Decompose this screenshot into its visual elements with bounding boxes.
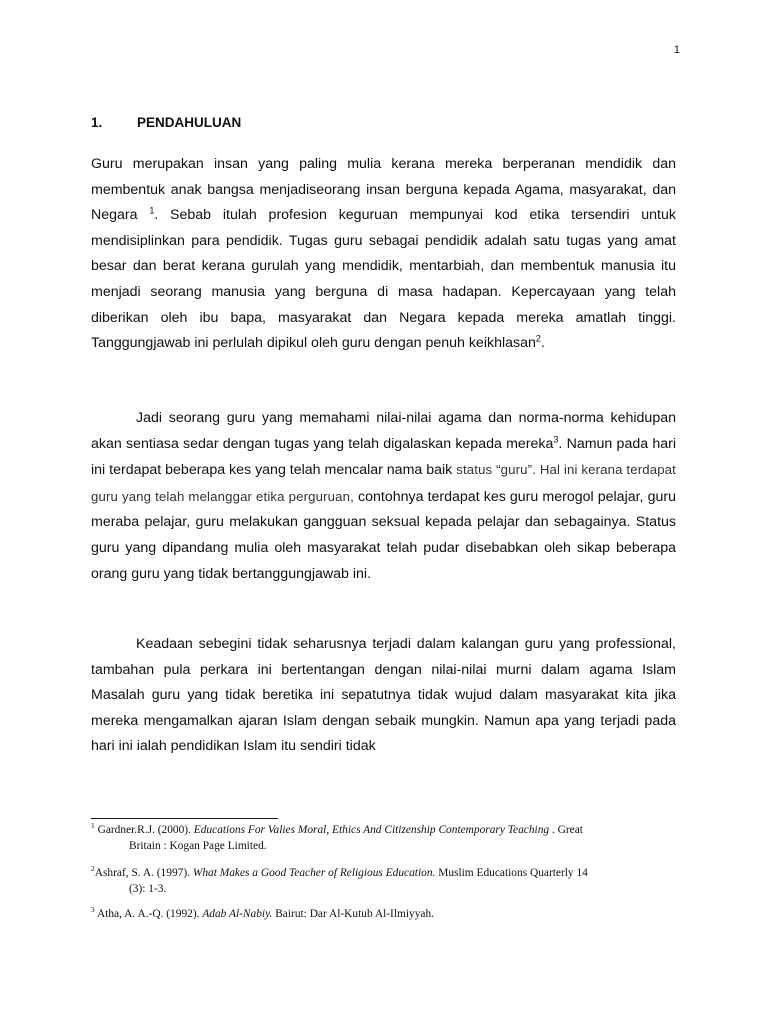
- footnote-2: [91, 866, 677, 897]
- footnote-1: [91, 823, 677, 854]
- paragraph-2: [91, 406, 676, 587]
- footnote-1-author: Gardner.R.J. (2000).: [94, 824, 194, 836]
- footnote-1-continuation: Britain : Kogan Page Limited.: [129, 839, 267, 852]
- footnote-3-number: 3: [91, 905, 95, 915]
- paragraph-1-text-a: Guru merupakan insan yang paling mulia kerana mereka berperanan mendidik dan membentuk anak bangsa menjadiseorang insan berguna kepada Agama, masyarakat, dan Negara: [91, 156, 676, 224]
- footnote-2-number: 2: [91, 864, 95, 874]
- footnote-2-continuation: (3): 1-3.: [129, 882, 167, 895]
- footnote-separator: [91, 818, 278, 819]
- paragraph-2-text-b: . Namun pada hari ini terdapat beberapa kes yang telah mencalar nama baik: [91, 435, 676, 479]
- footnote-3-rest: Bairut: Dar Al-Kutub Al-Ilmiyyah.: [272, 908, 435, 920]
- paragraph-2-text-c: contohnya terdapat kes guru merogol pelajar, guru meraba pelajar, guru melakukan gangguan seksual kepada pelajar dan sebagainya. Status guru yang dipandang mulia oleh masyarakat telah pudar disebabkan oleh sikap beberapa orang guru yang tidak bertanggungjawab ini.: [91, 488, 676, 582]
- footnote-3-title: Adab Al-Nabiy.: [202, 908, 273, 920]
- footnote-1-rest: . Great: [549, 824, 583, 836]
- paragraph-2-text-a: Jadi seorang guru yang memahami nilai-nilai agama dan norma-norma kehidupan akan sentiasa sedar dengan tugas yang telah digalaskan kepada mereka: [91, 410, 676, 452]
- paragraph-1: [91, 152, 676, 357]
- section-title: PENDAHULUAN: [137, 115, 242, 130]
- paragraph-1-text-b: . Sebab itulah profesion keguruan mempunyai kod etika tersendiri untuk mendisiplinkan para pendidik. Tugas guru sebagai pendidik adalah satu tugas yang amat besar dan berat kerana gurulah yang mendidik, mentarbiah, dan membentuk manusia itu menjadi seorang manusia yang berguna di masa hadapan. Kepercayaan yang telah diberikan oleh ibu bapa, masyarakat dan Negara kepada mereka amatlah tinggi. Tanggungjawab ini perlulah dipikul oleh guru dengan penuh keikhlasan: [91, 207, 676, 352]
- footnote-1-number: 1: [91, 821, 95, 831]
- page-number: 1: [673, 44, 680, 56]
- footnote-ref-1[interactable]: 1: [149, 205, 155, 216]
- paragraph-2-text-narrow: status “guru”. Hal ini kerana terdapat guru yang telah melanggar etika perguruan,: [91, 462, 676, 504]
- footnote-3-author: Atha, A. A.-Q. (1992).: [94, 908, 203, 920]
- footnote-ref-2[interactable]: 2: [535, 333, 541, 344]
- section-heading: [91, 115, 241, 130]
- footnote-ref-3[interactable]: 3: [553, 433, 559, 444]
- footnote-1-title: Educations For Valies Moral, Ethics And Citizenship Contemporary Teaching: [193, 824, 550, 836]
- footnote-3: [91, 907, 677, 923]
- footnote-2-rest: Muslim Educations Quarterly 14: [435, 867, 588, 879]
- section-number: 1.: [91, 115, 103, 130]
- footnote-2-author: Ashraf, S. A. (1997).: [94, 867, 193, 879]
- footnote-2-title: What Makes a Good Teacher of Religious Education.: [192, 867, 436, 879]
- paragraph-3: Keadaan sebegini tidak seharusnya terjadi dalam kalangan guru yang professional, tambahan pula perkara ini bertentangan dengan nilai-nilai murni dalam agama Islam Masalah guru yang tidak beretika ini sepatutnya tidak wujud dalam masyarakat kita jika mereka mengamalkan ajaran Islam dengan sebaik mungkin. Namun apa yang terjadi pada hari ini ialah pendidikan Islam itu sendiri tidak: [91, 636, 676, 755]
- paragraph-1-text-c: .: [540, 335, 545, 352]
